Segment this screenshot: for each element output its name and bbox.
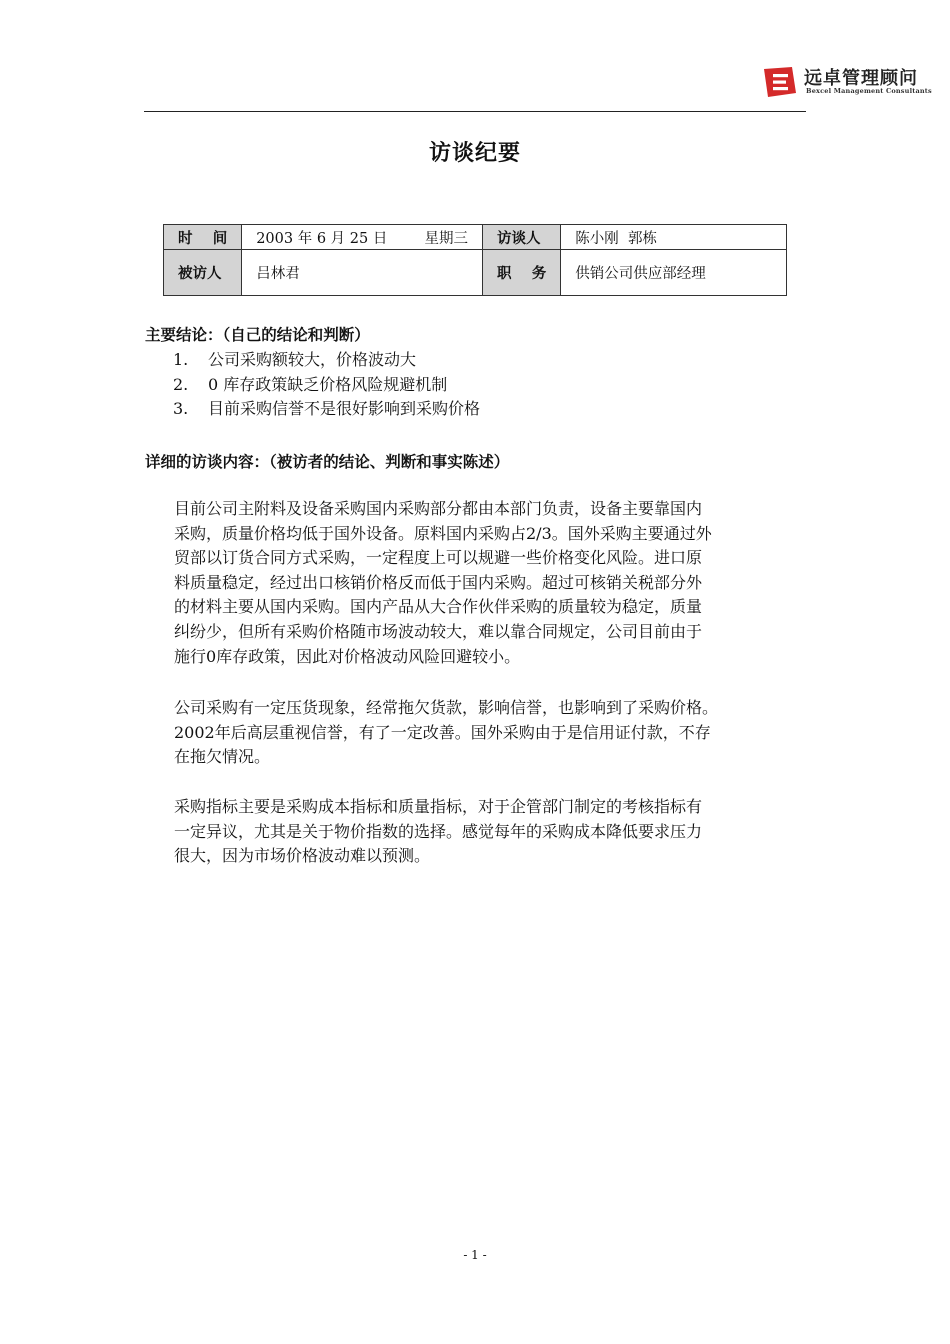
paragraph-line: 采购，质量价格均低于国外设备。原料国内采购占2/3。国外采购主要通过外 [174,523,712,543]
paragraph-line: 料质量稳定，经过出口核销价格反而低于国内采购。超过可核销关税部分外 [174,572,703,592]
page-number: - 1 - [463,1248,487,1262]
interviewers-value: 陈小刚 郭栋 [561,225,787,250]
paragraph-line: 采购指标主要是采购成本指标和质量指标，对于企管部门制定的考核指标有 [174,797,703,816]
item-text: 公司采购额较大，价格波动大 [208,350,417,369]
paragraph-line: 很大，因为市场价格波动难以预测。 [174,846,431,866]
details-heading: 详细的访谈内容：（被访者的结论、判断和事实陈述） [145,452,510,471]
interviewee-value: 吕林君 [242,250,483,296]
time-label: 时 间 [164,225,242,250]
conclusion-item [173,373,480,398]
interview-date-cell [242,225,483,250]
item-text: 目前采购信誉不是很好影响到采购价格 [208,399,481,418]
item-number: 3. [173,399,189,418]
paragraph-line: 一定异议，尤其是关于物价指数的选择。感觉每年的采购成本降低要求压力 [174,821,703,841]
position-value: 供销公司供应部经理 [561,250,787,296]
interview-weekday: 星期三 [424,230,469,247]
logo-chinese-name: 远卓管理顾问 [804,68,918,89]
conclusions-heading: 主要结论：（自己的结论和判断） [145,325,370,344]
logo-english-name: Bexcel Management Consultants [806,87,932,95]
paragraph-line: 的材料主要从国内采购。国内产品从大合作伙伴采购的质量较为稳定，质量 [174,597,703,617]
document-title: 访谈纪要 [428,140,521,166]
position-label: 职 务 [483,250,561,296]
paragraph-line: 施行0库存政策，因此对价格波动风险回避较小。 [174,646,521,666]
paragraph-line: 目前公司主附料及设备采购国内采购部分都由本部门负责，设备主要靠国内 [174,499,703,518]
paragraph-line: 纠纷少，但所有采购价格随市场波动较大，难以靠合同规定，公司目前由于 [174,621,703,641]
info-row-time [164,225,787,250]
conclusion-item [173,397,480,422]
interview-date: 2003 年 6 月 25 日 [256,230,388,247]
paragraph-line: 公司采购有一定压货现象，经常拖欠货款，影响信誉，也影响到了采购价格。 [174,698,719,717]
paragraph-line: 贸部以订货合同方式采购，一定程度上可以规避一些价格变化风险。进口原 [174,548,703,568]
info-row-interviewee [164,250,787,296]
paragraph-line: 在拖欠情况。 [174,747,271,767]
conclusions-list [173,348,480,422]
details-paragraph-1 [174,497,824,669]
interview-info-table [163,224,787,296]
conclusion-item [173,348,480,373]
item-number: 2. [173,374,189,394]
company-logo-icon [762,66,798,98]
details-paragraph-3 [174,795,824,869]
item-number: 1. [173,350,189,369]
paragraph-line: 2002年后高层重视信誉，有了一定改善。国外采购由于是信用证付款，不存 [174,722,711,742]
header-rule [144,111,806,112]
details-paragraph-2 [174,696,824,770]
item-text: 0 库存政策缺乏价格风险规避机制 [208,374,448,394]
interviewee-label: 被访人 [164,250,242,296]
company-logo [762,64,937,98]
interviewer-label: 访谈人 [483,225,561,250]
